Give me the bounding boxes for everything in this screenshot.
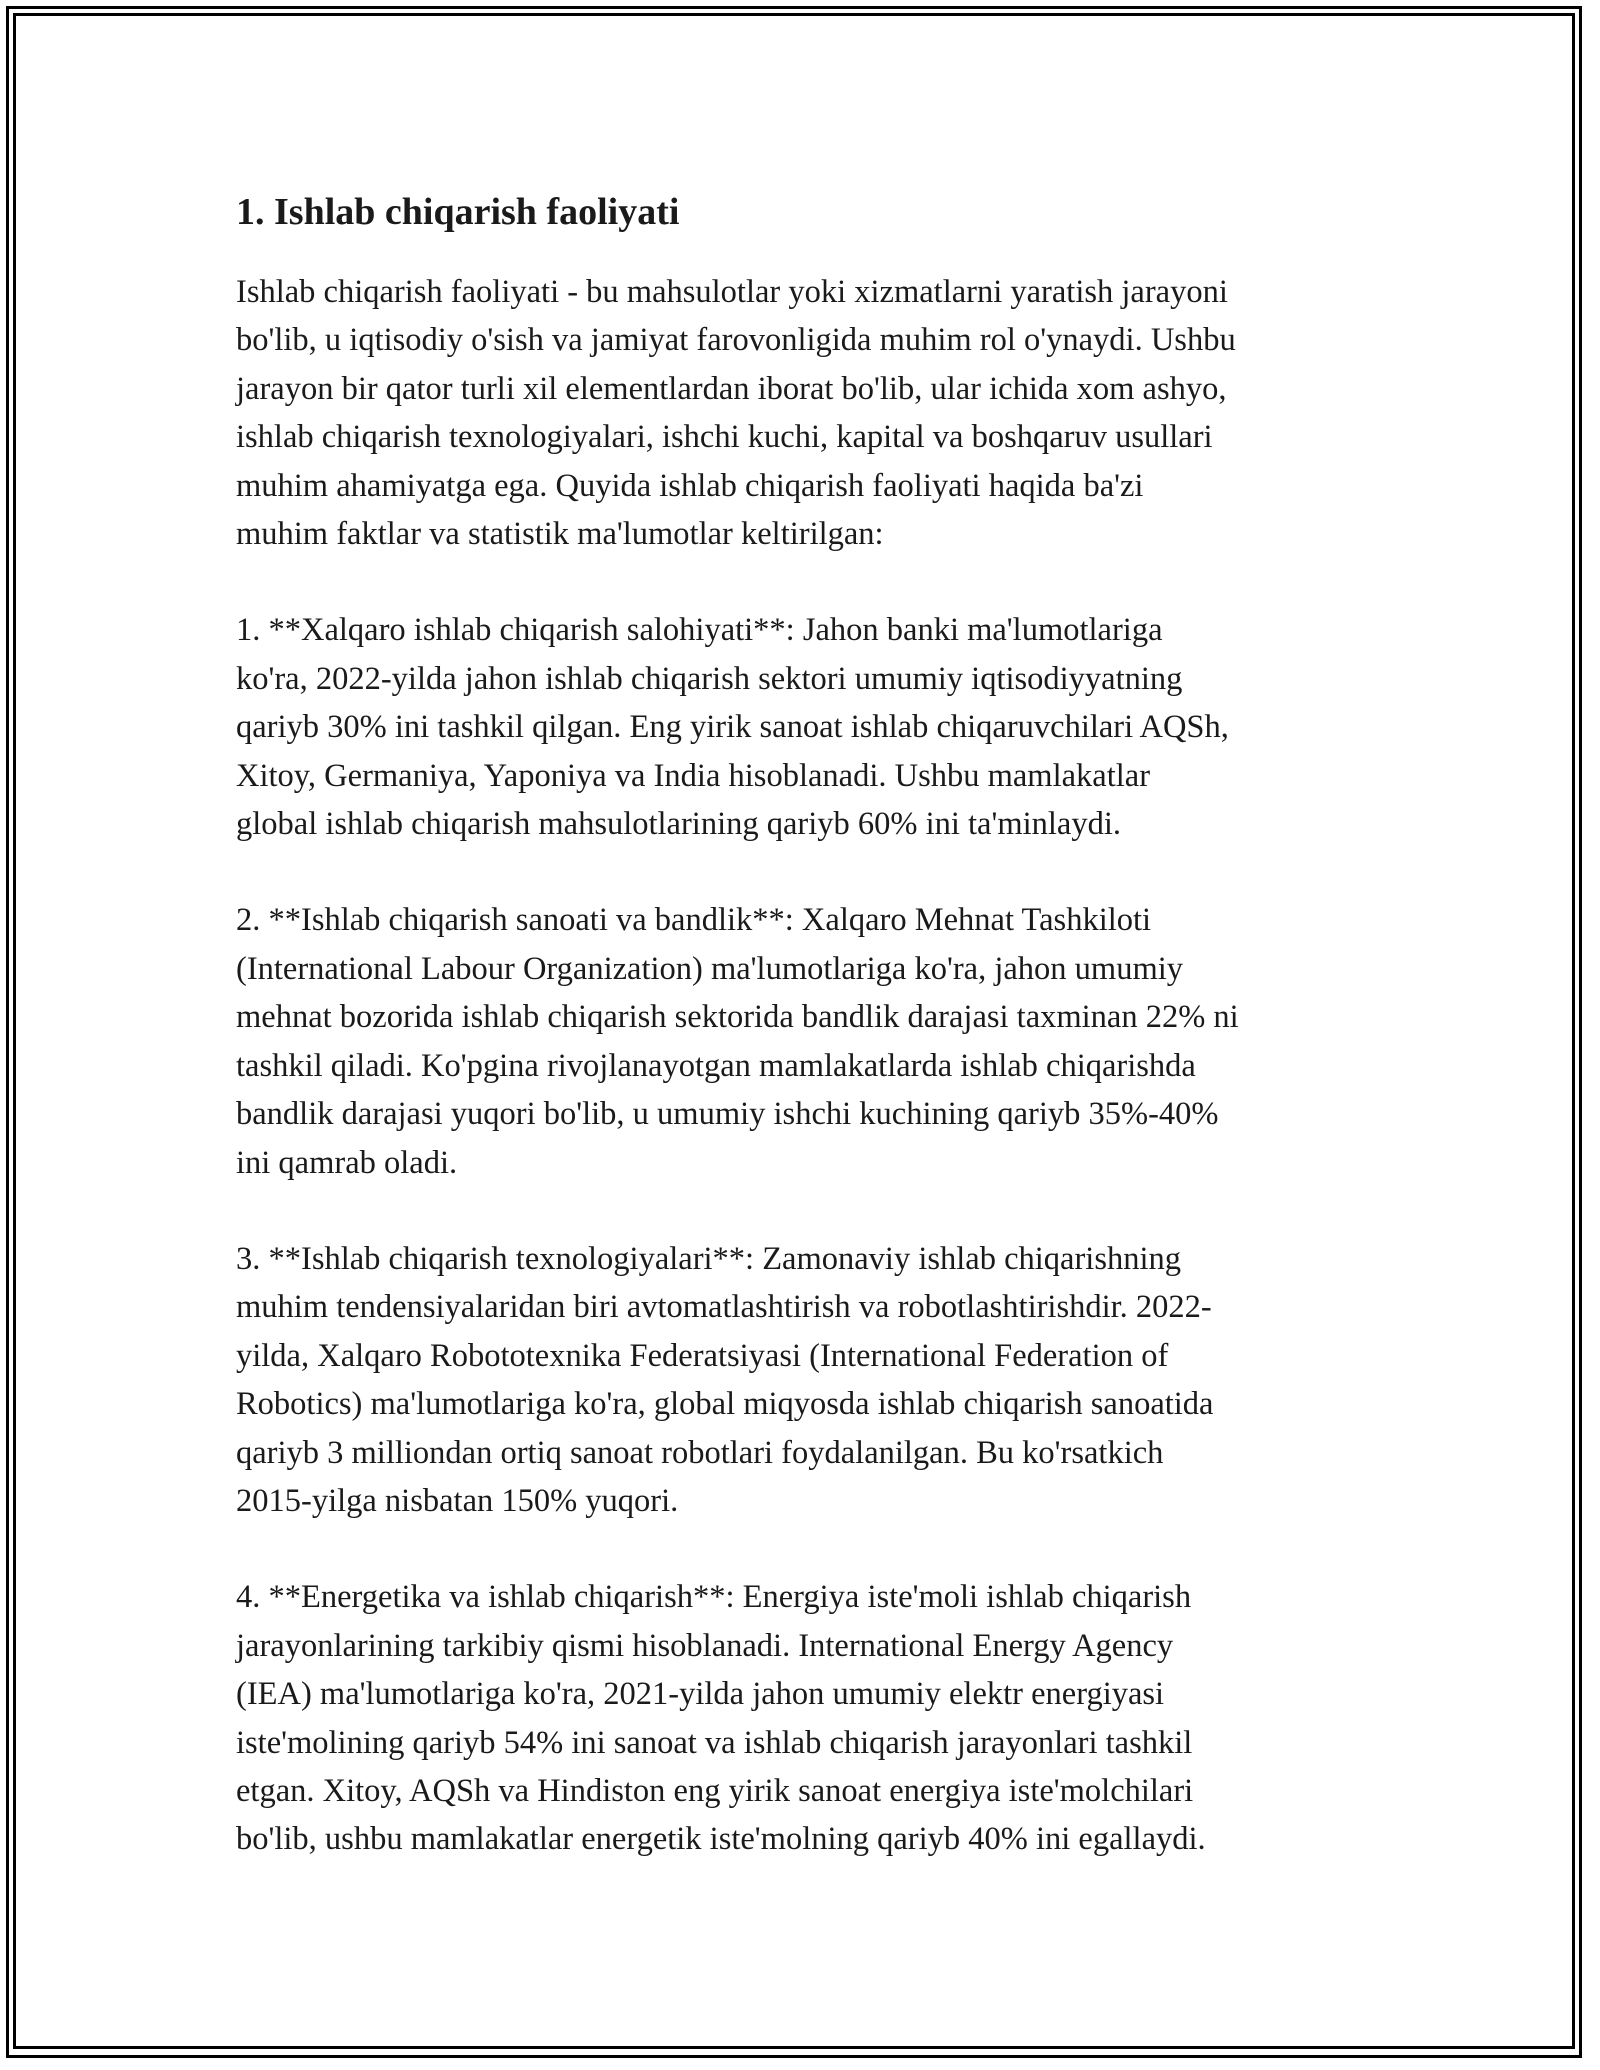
list-item-3-paragraph: 3. **Ishlab chiqarish texnologiyalari**: Zamonaviy ishlab chiqarishning muhim tendensiyalaridan biri avtomatlashtirish va robotlashtirishdir. 2022- yilda, Xalqaro Robototexnika Federatsiyasi (International Federation of Robotics) ma'lumotlariga ko'ra, global miqyosda ishlab chiqarish sanoatida qariyb 3 milliondan ortiq sanoat robotlari foydalanilgan. Bu ko'rsatkich 2015-yilga nisbatan 150% yuqori. (236, 1240, 1214, 1519)
section-title: 1. Ishlab chiqarish faoliyati (236, 191, 680, 233)
list-item-1-paragraph: 1. **Xalqaro ishlab chiqarish salohiyati**: Jahon banki ma'lumotlariga ko'ra, 2022-yilda jahon ishlab chiqarish sektori umumiy iqtisodiyyatning qariyb 30% ini tashkil qilgan. Eng yirik sanoat ishlab chiqaruvchilari AQSh, Xitoy, Germaniya, Yaponiya va India hisoblanadi. Ushbu mamlakatlar global ishlab chiqarish mahsulotlarining qariyb 60% ini ta'minlaydi. (236, 612, 1229, 843)
document-body (236, 186, 1386, 1912)
intro-paragraph: Ishlab chiqarish faoliyati - bu mahsulotlar yoki xizmatlarni yaratish jarayoni bo'lib, u iqtisodiy o'sish va jamiyat farovonligida muhim rol o'ynaydi. Ushbu jarayon bir qator turli xil elementlardan iborat bo'lib, ular ichida xom ashyo, ishlab chiqarish texnologiyalari, ishchi kuchi, kapital va boshqaruv usullari muhim ahamiyatga ega. Quyida ishlab chiqarish faoliyati haqida ba'zi muhim faktlar va statistik ma'lumotlar keltirilgan: (236, 274, 1236, 553)
list-item-2-paragraph: 2. **Ishlab chiqarish sanoati va bandlik**: Xalqaro Mehnat Tashkiloti (International Labour Organization) ma'lumotlariga ko'ra, jahon umumiy mehnat bozorida ishlab chiqarish sektorida bandlik darajasi taxminan 22% ni tashkil qiladi. Ko'pgina rivojlanayotgan mamlakatlarda ishlab chiqarishda bandlik darajasi yuqori bo'lib, u umumiy ishchi kuchining qariyb 35%-40% ini qamrab oladi. (236, 902, 1239, 1181)
list-item-4-paragraph: 4. **Energetika va ishlab chiqarish**: Energiya iste'moli ishlab chiqarish jarayonlarining tarkibiy qismi hisoblanadi. International Energy Agency (IEA) ma'lumotlariga ko'ra, 2021-yilda jahon umumiy elektr energiyasi iste'molining qariyb 54% ini sanoat va ishlab chiqarish jarayonlari tashkil etgan. Xitoy, AQSh va Hindiston eng yirik sanoat energiya iste'molchilari bo'lib, ushbu mamlakatlar energetik iste'molning qariyb 40% ini egallaydi. (236, 1579, 1206, 1858)
